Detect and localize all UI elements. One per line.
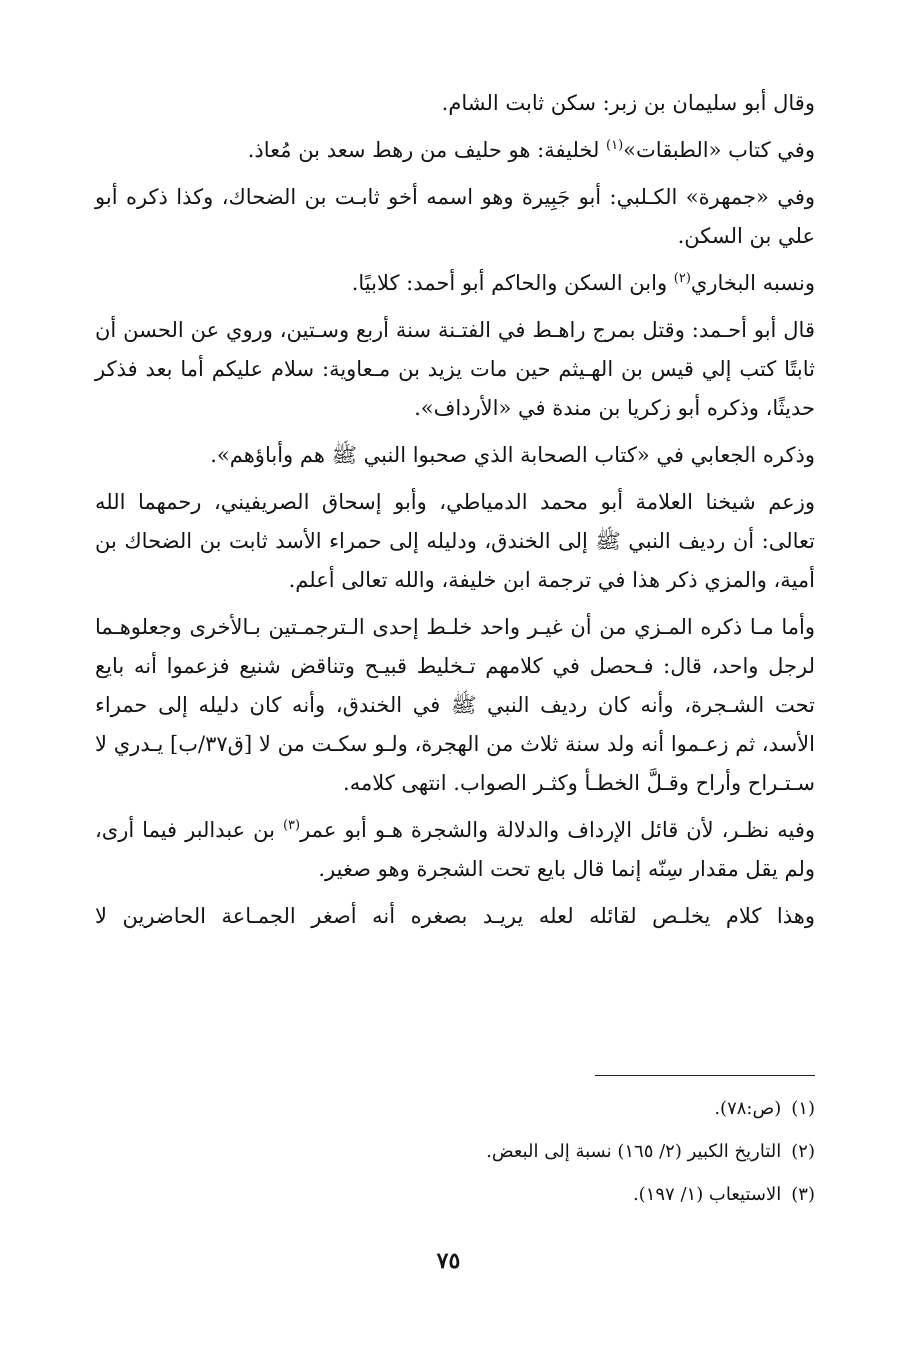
footnote-ref-3[interactable]: (٣): [282, 818, 301, 833]
paragraph-1: وقال أبو سليمان بن زبر: سكن ثابت الشام.: [441, 91, 815, 115]
footnote-divider: [595, 1075, 815, 1076]
paragraph-3: وفي «جمهرة» الكـلبي: أبو جَبِيرة وهو اسمه أخو ثابـت بن الضحاك، وكذا ذكره أبو علي بن السكن.: [95, 185, 815, 248]
footnote-text: الاستيعاب (١/ ١٩٧).: [632, 1184, 782, 1205]
footnote-number: (٢): [791, 1141, 815, 1162]
footnote-ref-1[interactable]: (١): [606, 138, 624, 153]
paragraph-5: قال أبو أحـمد: وقتل بمرج راهـط في الفتـنة سنة أربع وسـتين، وروي عن الحسن أن ثابتًا كتب إلي قيس بن الهـيثم حين مات يزيد بن مـعاوية: سلام عليكم أما بعد فذكر حديثًا، وذكره أبو زكريا بن مندة في «الأرداف».: [95, 318, 815, 420]
paragraph-4: ونسبه البخاري$^{(٢)}$ وابن السكن والحاكم أبو أحمد: كلابيًا.: [351, 271, 815, 295]
paragraph-8: وأما مـا ذكره المـزي من أن غيـر واحد خلـط إحدى الـترجمـتين بـالأخرى وجعلوهـما لرجل واحد، قال: فـحصل في كلامهم تـخليط قبيـح وتناقض شنيع فزعموا أنه بايع تحت الشـجرة، وأنه كان رديف النبي ﷺ في الخندق، وأنه كان دليله إلى حمراء الأسد، ثم زعـموا أنه ولد سنة ثلاث من الهجرة، ولـو سكـت من لا [ق٣٧/ب] يـدري لا سـتـراح وأراح وقـلَّ الخطـأ وكثـر الصواب. انتهى كلامه.: [95, 615, 815, 795]
footnote-number: (١): [791, 1098, 815, 1119]
footnote-text: التاريخ الكبير (٢/ ١٦٥) نسبة إلى البعض.: [486, 1141, 782, 1162]
paragraph-6: وذكره الجعابي في «كتاب الصحابة الذي صحبوا النبي ﷺ هم وأباؤهم».: [210, 443, 815, 467]
paragraph-9: وفيه نظـر، لأن قائل الإرداف والدلالة والشجرة هـو أبو عمر$^{(٣)}$ بن عبدالبر فيما أرى، ولم يقل مقدار سِنّه إنما قال بايع تحت الشجرة وهو صغير.: [95, 818, 816, 881]
footnote-2: [95, 1139, 815, 1165]
footnote-3: [95, 1182, 815, 1208]
main-text: [95, 84, 815, 944]
footnote-number: (٣): [791, 1184, 815, 1205]
paragraph-10: وهذا كلام يخلـص لقائله لعله يريـد بصغره أنه أصغر الجمـاعة الحاضرين لا: [95, 904, 815, 928]
paragraph-2: وفي كتاب «الطبقات»$^{(١)}$ لخليفة: هو حليف من رهط سعد بن مُعاذ.: [247, 138, 815, 162]
footnote-1: [95, 1096, 815, 1122]
page-number: ٧٥: [436, 1248, 461, 1274]
footnote-ref-2[interactable]: (٢): [673, 271, 691, 286]
footnote-text: (ص:٧٨).: [714, 1098, 782, 1119]
footnotes: [95, 1096, 815, 1225]
paragraph-7: وزعم شيخنا العلامة أبو محمد الدمياطي، وأبو إسحاق الصريفيني، رحمهما الله تعالى: أن رديف النبي ﷺ إلى الخندق، ودليله إلى حمراء الأسد ثابت بن الضحاك بن أمية، والمزي ذكر هذا في ترجمة ابن خليفة، والله تعالى أعلم.: [95, 490, 815, 592]
